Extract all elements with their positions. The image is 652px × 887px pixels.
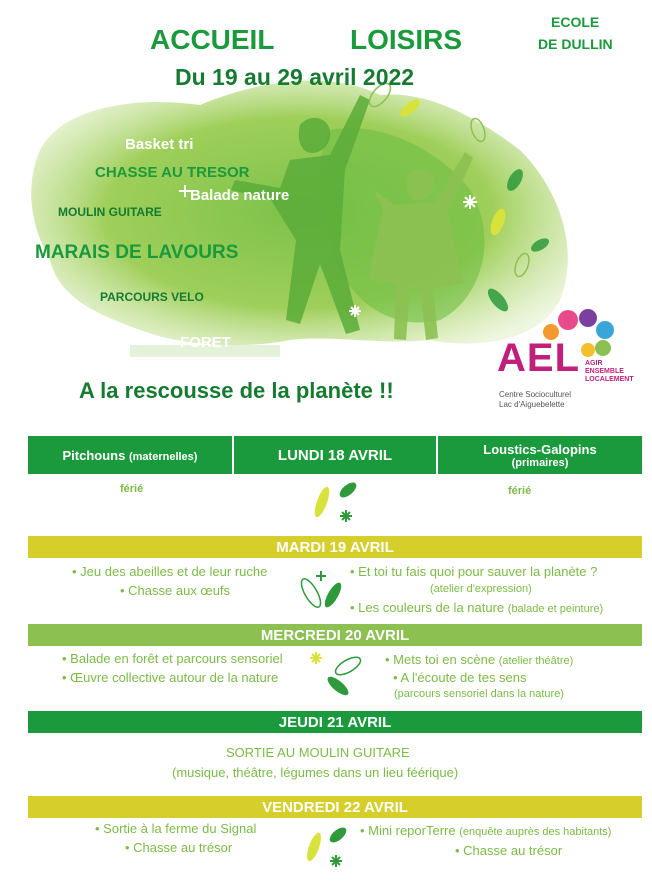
tuesday-bar: [28, 536, 642, 558]
logo-letters: AEL: [497, 336, 580, 380]
table-header-row: [28, 436, 642, 474]
wednesday-label: MERCREDI 20 AVRIL: [260, 626, 410, 644]
school-line-1: ECOLE: [551, 14, 600, 30]
activity-velo: PARCOURS VELO: [100, 290, 204, 304]
pitchouns-sub: (maternelles): [128, 450, 198, 463]
wednesday-right-2-sub: (parcours sensoriel dans la nature): [394, 688, 564, 700]
school-line-2: DE DULLIN: [538, 36, 613, 52]
wednesday-left-1: • Balade en forêt et parcours sensoriel: [62, 651, 283, 666]
logo-side-text: [585, 360, 634, 384]
wednesday-right-1: [385, 652, 573, 667]
title-loisirs: LOISIRS: [350, 24, 463, 55]
tuesday-right-1-sub: (atelier d'expression): [430, 583, 532, 595]
friday-bar: [28, 796, 642, 818]
friday-right-1: [360, 823, 611, 838]
logo-line-1: Centre Socioculturel: [499, 390, 572, 399]
leaves-icon: [295, 565, 351, 615]
friday-left-2: • Chasse au trésor: [125, 840, 233, 855]
activity-balade: Balade nature: [190, 187, 290, 204]
thursday-line-1: SORTIE AU MOULIN GUITARE: [226, 745, 410, 760]
activity-foret: FORET: [180, 334, 231, 351]
wednesday-left-2: • Œuvre collective autour de la nature: [62, 670, 279, 685]
wednesday-right-1-sub: (atelier théâtre): [498, 655, 574, 667]
leaves-icon: [300, 823, 356, 873]
tuesday-left-2: • Chasse aux œufs: [120, 583, 231, 598]
hero-banner: [0, 0, 652, 430]
activity-moulin: MOULIN GUITARE: [58, 205, 162, 219]
thursday-line-2: (musique, théâtre, légumes dans un lieu féérique): [172, 765, 459, 780]
logo-line-2: Lac d'Aiguebelette: [499, 400, 565, 409]
loustics-sub: (primaires): [511, 456, 569, 469]
tuesday-right-2: [350, 600, 603, 615]
dates-subtitle: Du 19 au 29 avril 2022: [175, 64, 415, 90]
monday-left-ferie: férié: [120, 483, 144, 495]
monday-right-ferie: férié: [508, 485, 532, 497]
tuesday-left-1: • Jeu des abeilles et de leur ruche: [72, 564, 268, 579]
friday-left-1: • Sortie à la ferme du Signal: [95, 821, 257, 836]
wednesday-right-1-text: • Mets toi en scène: [385, 652, 496, 667]
friday-label: VENDREDI 22 AVRIL: [262, 798, 408, 816]
thursday-bar: [28, 711, 642, 733]
thursday-label: JEUDI 21 AVRIL: [278, 713, 392, 731]
ael-logo: [493, 306, 633, 416]
tuesday-right-1: • Et toi tu fais quoi pour sauver la planète ?: [350, 564, 598, 579]
loustics-label: Loustics-Galopins: [483, 441, 597, 457]
leaves-icon: [308, 476, 364, 526]
tuesday-label: MARDI 19 AVRIL: [276, 538, 394, 556]
wednesday-bar: [28, 624, 642, 646]
pitchouns-label: Pitchouns: [62, 447, 126, 463]
activity-chasse: CHASSE AU TRESOR: [95, 164, 250, 181]
friday-right-1-sub: (enquête auprès des habitants): [459, 826, 612, 838]
wednesday-right-2: • A l'écoute de tes sens: [393, 670, 527, 685]
logo-side-1: AGIR: [585, 360, 603, 367]
header-lundi: LUNDI 18 AVRIL: [234, 436, 436, 474]
tuesday-right-2-sub: (balade et peinture): [507, 603, 604, 615]
activity-basket: Basket tri: [125, 136, 194, 153]
header-pitchouns: [28, 436, 232, 474]
logo-side-3: LOCALEMENT: [585, 376, 634, 383]
title-accueil: ACCUEIL: [150, 24, 275, 55]
logo-side-2: ENSEMBLE: [585, 368, 624, 375]
tuesday-right-2-text: • Les couleurs de la nature: [350, 600, 505, 615]
leaves-icon: [308, 648, 368, 700]
header-loustics: [438, 436, 642, 474]
activity-marais: MARAIS DE LAVOURS: [35, 242, 239, 263]
slogan: A la rescousse de la planète !!: [79, 378, 394, 403]
friday-right-2: • Chasse au trésor: [455, 843, 563, 858]
friday-right-1-text: • Mini reporTerre: [360, 823, 456, 838]
